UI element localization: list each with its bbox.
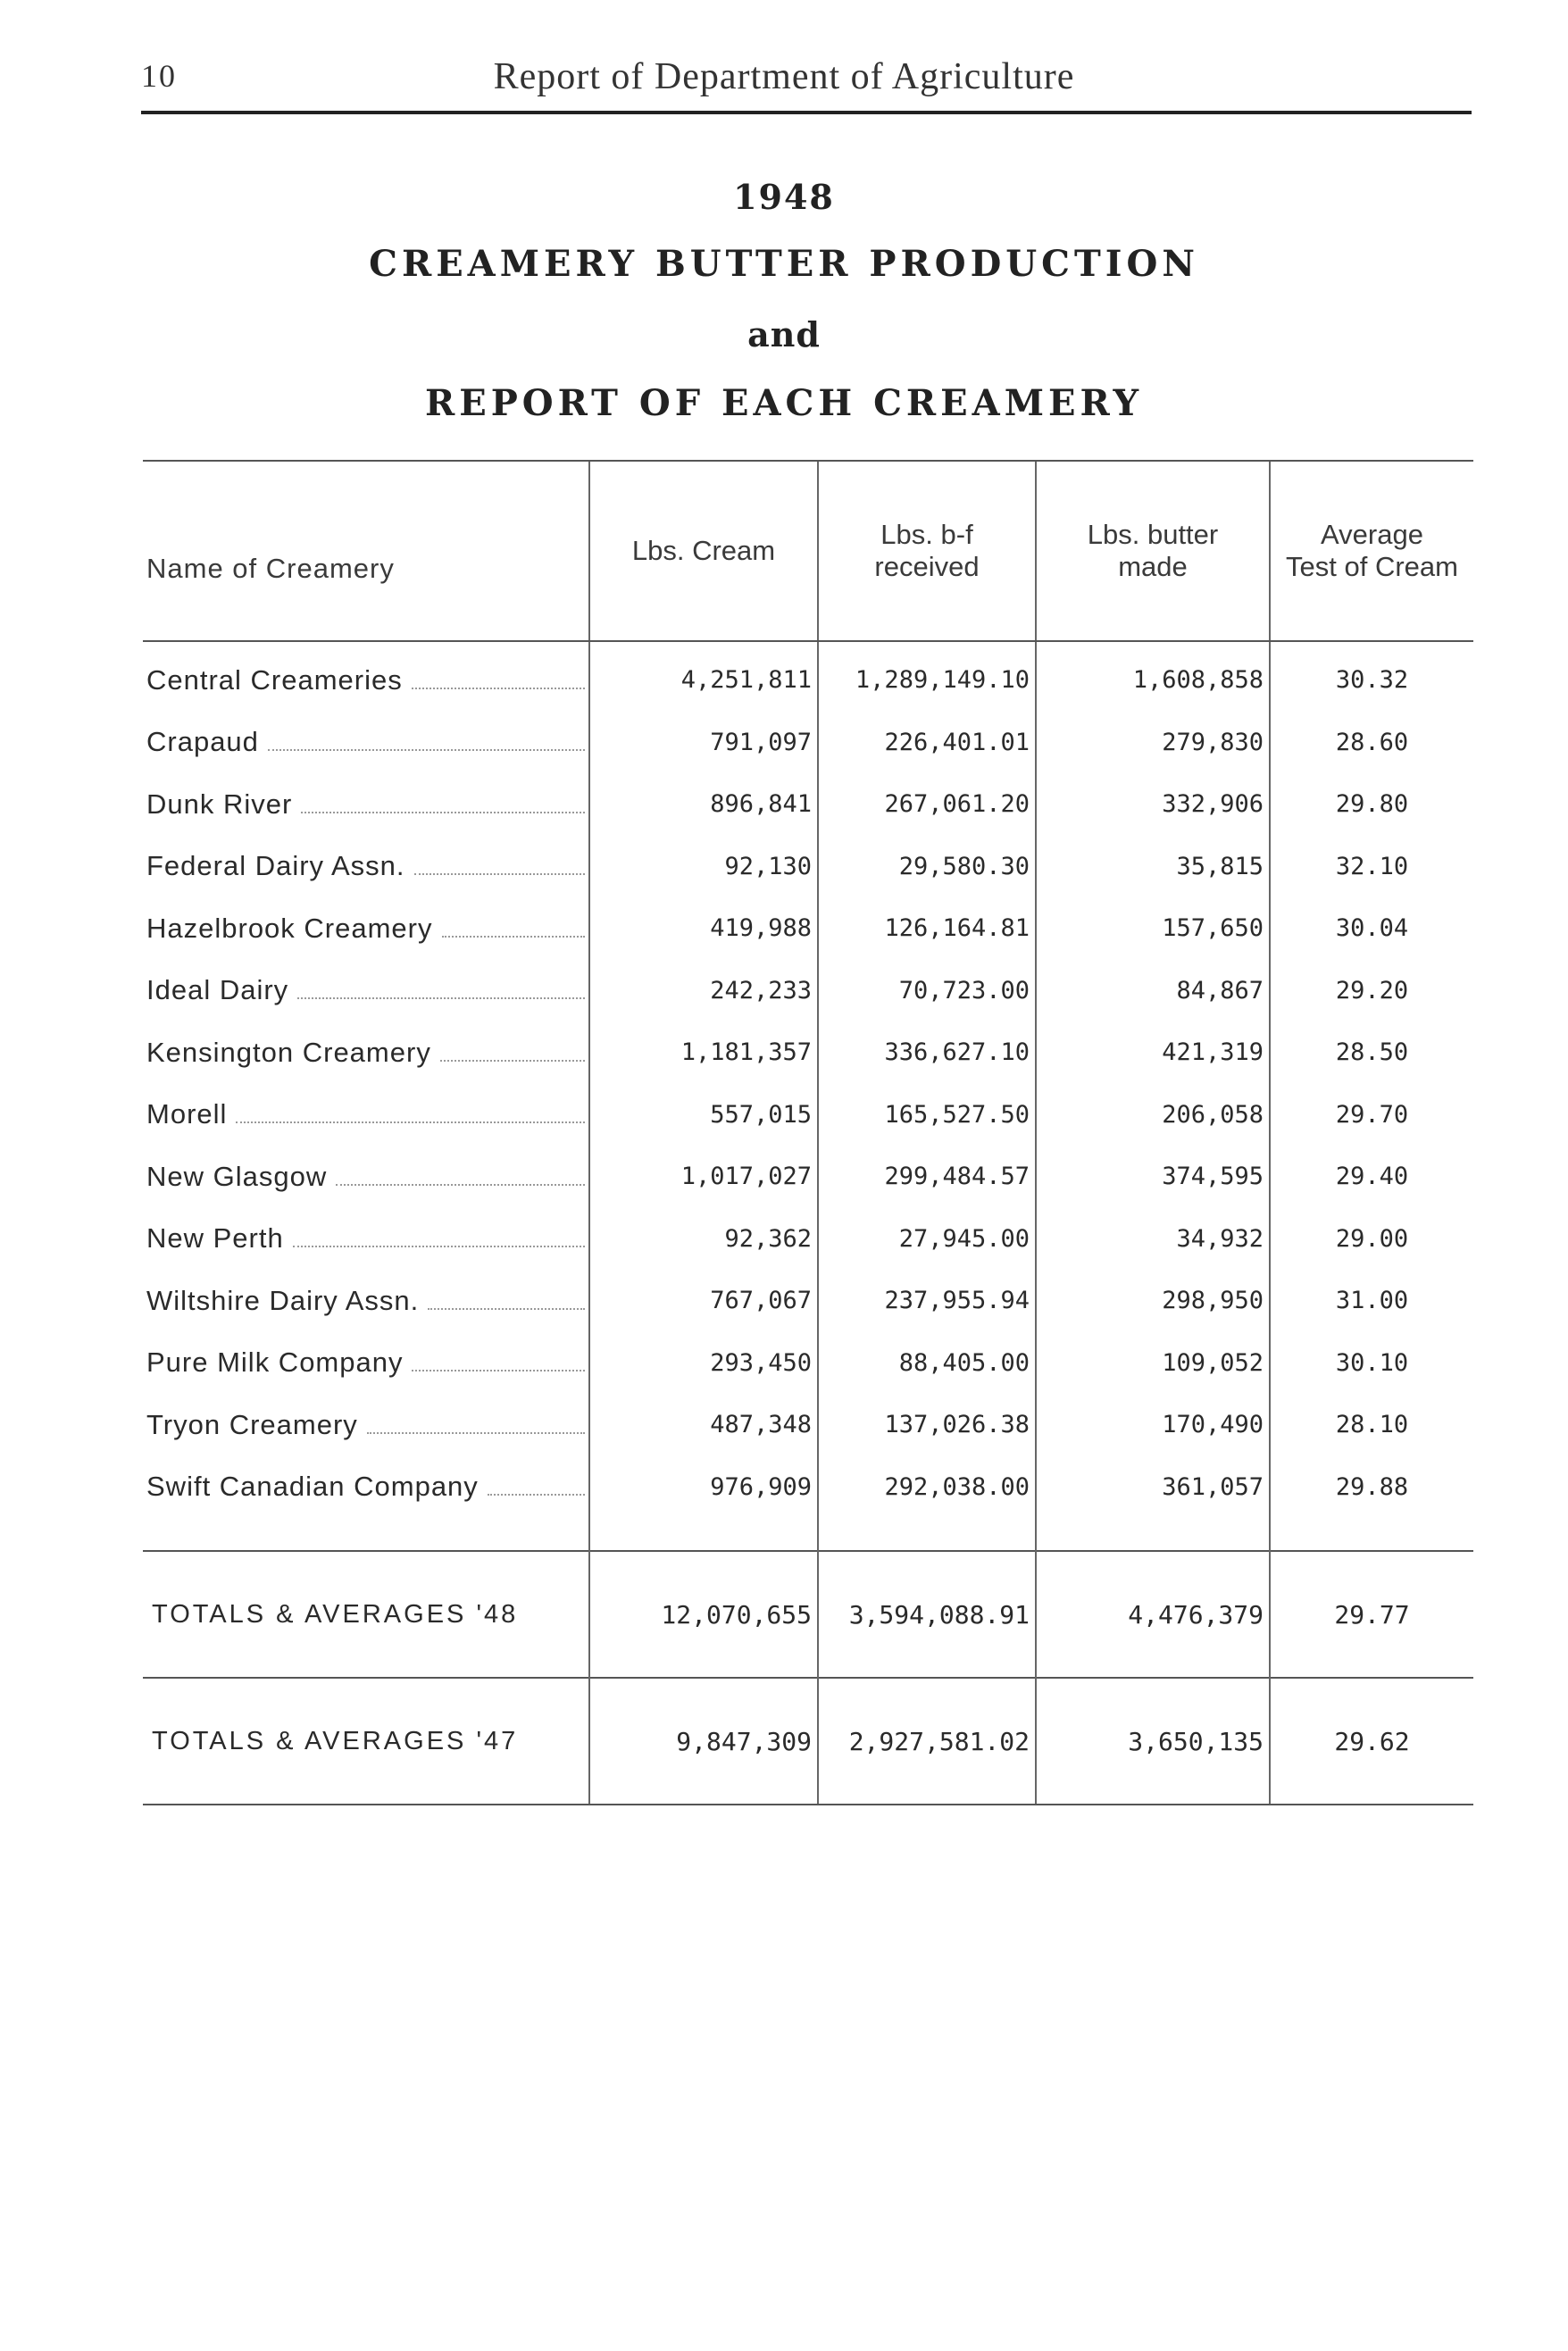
- average-test-value: 29.00: [1270, 1208, 1473, 1271]
- column-header-average-line2: Test of Cream: [1286, 551, 1458, 582]
- page-number: 10: [141, 58, 177, 94]
- butterfat-value: 299,484.57: [818, 1146, 1036, 1208]
- cream-value: 557,015: [589, 1084, 818, 1146]
- butter-value: 84,867: [1036, 960, 1270, 1022]
- totals-label-1948: TOTALS & AVERAGES '48: [143, 1551, 589, 1678]
- creamery-name: Crapaud: [146, 726, 259, 758]
- butter-value: 35,815: [1036, 836, 1270, 898]
- butterfat-value: 70,723.00: [818, 960, 1036, 1022]
- butterfat-value: 226,401.01: [818, 712, 1036, 774]
- cream-value: 767,067: [589, 1270, 818, 1332]
- column-header-butter-line1: Lbs. butter: [1087, 519, 1219, 550]
- table-row: [143, 1146, 1473, 1208]
- average-test-value: 32.10: [1270, 836, 1473, 898]
- butter-value: 170,490: [1036, 1394, 1270, 1456]
- dot-leader: [440, 1059, 585, 1062]
- average-test-value: 29.80: [1270, 773, 1473, 836]
- totals-row-1947: [143, 1678, 1473, 1805]
- column-header-butterfat-line1: Lbs. b-f: [880, 519, 973, 550]
- creamery-name: Federal Dairy Assn.: [146, 850, 405, 882]
- dot-leader: [301, 811, 585, 813]
- table-row: [143, 1270, 1473, 1332]
- average-test-1947: 29.62: [1270, 1678, 1473, 1805]
- total-butter-1948: 4,476,379: [1036, 1551, 1270, 1678]
- dot-leader: [293, 1245, 585, 1247]
- title-conjunction: and: [747, 314, 821, 354]
- cream-value: 896,841: [589, 773, 818, 836]
- creamery-table: [143, 460, 1473, 1805]
- butter-value: 421,319: [1036, 1021, 1270, 1084]
- column-header-average-line1: Average: [1321, 519, 1423, 550]
- table-row: [143, 1394, 1473, 1456]
- dot-leader: [297, 996, 585, 999]
- cream-value: 293,450: [589, 1332, 818, 1395]
- butterfat-value: 267,061.20: [818, 773, 1036, 836]
- butter-value: 157,650: [1036, 897, 1270, 960]
- table-row: [143, 773, 1473, 836]
- cream-value: 487,348: [589, 1394, 818, 1456]
- average-test-value: 28.50: [1270, 1021, 1473, 1084]
- totals-label-1947: TOTALS & AVERAGES '47: [143, 1678, 589, 1805]
- butterfat-value: 29,580.30: [818, 836, 1036, 898]
- table-row: [143, 1021, 1473, 1084]
- butterfat-value: 1,289,149.10: [818, 641, 1036, 712]
- table-row: [143, 1208, 1473, 1271]
- average-test-value: 30.10: [1270, 1332, 1473, 1395]
- table-row: [143, 712, 1473, 774]
- average-test-value: 29.40: [1270, 1146, 1473, 1208]
- butterfat-value: 137,026.38: [818, 1394, 1036, 1456]
- total-butterfat-1948: 3,594,088.91: [818, 1551, 1036, 1678]
- running-header: Report of Department of Agriculture: [493, 56, 1075, 97]
- column-header-butter: [1036, 461, 1270, 641]
- creamery-name: Tryon Creamery: [146, 1408, 358, 1440]
- column-header-butter-line2: made: [1118, 551, 1188, 582]
- creamery-name: Ideal Dairy: [146, 974, 289, 1006]
- creamery-name: Swift Canadian Company: [146, 1471, 479, 1503]
- butterfat-value: 237,955.94: [818, 1270, 1036, 1332]
- table-spacer-row: [143, 1518, 1473, 1551]
- dot-leader: [367, 1431, 585, 1434]
- average-test-value: 29.88: [1270, 1456, 1473, 1519]
- creamery-name: Central Creameries: [146, 663, 403, 696]
- creamery-name: Wiltshire Dairy Assn.: [146, 1284, 420, 1316]
- column-header-butterfat-line2: received: [874, 551, 980, 582]
- creamery-name: New Glasgow: [146, 1160, 328, 1192]
- dot-leader: [488, 1493, 585, 1496]
- butter-value: 332,906: [1036, 773, 1270, 836]
- report-title: CREAMERY BUTTER PRODUCTION: [369, 243, 1199, 285]
- table-row: [143, 1084, 1473, 1146]
- header-rule: [141, 111, 1472, 114]
- cream-value: 1,181,357: [589, 1021, 818, 1084]
- cream-value: 976,909: [589, 1456, 818, 1519]
- average-test-value: 29.20: [1270, 960, 1473, 1022]
- cream-value: 242,233: [589, 960, 818, 1022]
- cream-value: 4,251,811: [589, 641, 818, 712]
- butter-value: 298,950: [1036, 1270, 1270, 1332]
- average-test-value: 28.60: [1270, 712, 1473, 774]
- cream-value: 1,017,027: [589, 1146, 818, 1208]
- cream-value: 92,362: [589, 1208, 818, 1271]
- butter-value: 109,052: [1036, 1332, 1270, 1395]
- average-test-value: 28.10: [1270, 1394, 1473, 1456]
- dot-leader: [428, 1307, 585, 1310]
- table-header-row: [143, 461, 1473, 641]
- table-row: [143, 641, 1473, 712]
- butter-value: 34,932: [1036, 1208, 1270, 1271]
- average-test-value: 30.32: [1270, 641, 1473, 712]
- dot-leader: [236, 1121, 585, 1123]
- table-row: [143, 1456, 1473, 1519]
- creamery-name: Kensington Creamery: [146, 1036, 431, 1068]
- dot-leader: [414, 872, 586, 875]
- creamery-name: Dunk River: [146, 788, 293, 820]
- column-header-average: [1270, 461, 1473, 641]
- column-header-cream: [589, 461, 818, 641]
- total-butterfat-1947: 2,927,581.02: [818, 1678, 1036, 1805]
- dot-leader: [336, 1183, 585, 1186]
- dot-leader: [442, 935, 586, 938]
- creamery-name: Hazelbrook Creamery: [146, 912, 433, 944]
- cream-value: 791,097: [589, 712, 818, 774]
- total-cream-1947: 9,847,309: [589, 1678, 818, 1805]
- creamery-name: New Perth: [146, 1222, 284, 1255]
- table-row: [143, 836, 1473, 898]
- butter-value: 361,057: [1036, 1456, 1270, 1519]
- table-row: [143, 897, 1473, 960]
- creamery-name: Morell: [146, 1098, 228, 1130]
- butter-value: 206,058: [1036, 1084, 1270, 1146]
- report-subtitle: REPORT OF EACH CREAMERY: [424, 382, 1144, 424]
- average-test-value: 31.00: [1270, 1270, 1473, 1332]
- report-year: 1948: [733, 177, 835, 217]
- butterfat-value: 292,038.00: [818, 1456, 1036, 1519]
- butterfat-value: 27,945.00: [818, 1208, 1036, 1271]
- totals-row-1948: [143, 1551, 1473, 1678]
- creamery-name: Pure Milk Company: [146, 1346, 404, 1379]
- column-header-name: Name of Creamery: [143, 461, 589, 641]
- column-header-cream-label: Lbs. Cream: [631, 535, 776, 566]
- column-header-butterfat: [818, 461, 1036, 641]
- average-test-1948: 29.77: [1270, 1551, 1473, 1678]
- dot-leader: [412, 1369, 585, 1371]
- cream-value: 92,130: [589, 836, 818, 898]
- butter-value: 1,608,858: [1036, 641, 1270, 712]
- table-row: [143, 960, 1473, 1022]
- butterfat-value: 126,164.81: [818, 897, 1036, 960]
- butterfat-value: 336,627.10: [818, 1021, 1036, 1084]
- cream-value: 419,988: [589, 897, 818, 960]
- total-cream-1948: 12,070,655: [589, 1551, 818, 1678]
- butter-value: 279,830: [1036, 712, 1270, 774]
- dot-leader: [268, 748, 585, 751]
- dot-leader: [412, 687, 585, 689]
- butter-value: 374,595: [1036, 1146, 1270, 1208]
- butterfat-value: 88,405.00: [818, 1332, 1036, 1395]
- total-butter-1947: 3,650,135: [1036, 1678, 1270, 1805]
- butterfat-value: 165,527.50: [818, 1084, 1036, 1146]
- average-test-value: 29.70: [1270, 1084, 1473, 1146]
- table-row: [143, 1332, 1473, 1395]
- average-test-value: 30.04: [1270, 897, 1473, 960]
